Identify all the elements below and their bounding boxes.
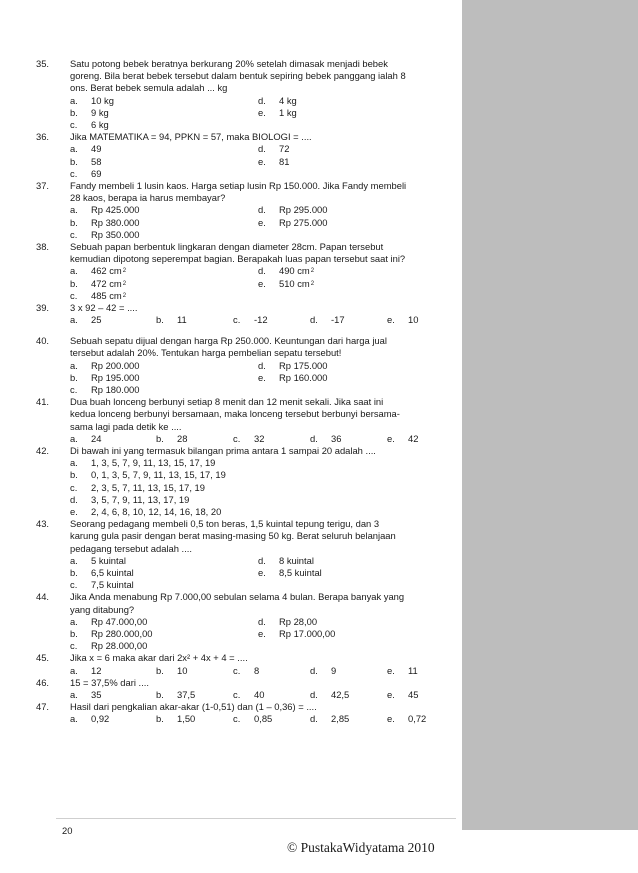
option-letter: a. [70, 688, 78, 700]
question-text: Jika MATEMATIKA = 94, PPKN = 57, maka BIOLOGI = .... [70, 131, 312, 143]
option-letter: a. [70, 143, 78, 155]
option-value: 40 [254, 688, 265, 700]
answer-option [258, 204, 446, 216]
option-value: 1,50 [177, 713, 196, 725]
question-number: 36. [36, 131, 50, 143]
option-value: 6 kg [91, 118, 109, 130]
answer-option [70, 107, 258, 119]
answer-option [70, 204, 258, 216]
answer-option [258, 217, 446, 229]
option-letter: c. [233, 713, 241, 725]
answer-options [70, 616, 456, 653]
answer-option [70, 119, 258, 131]
option-letter: c. [70, 384, 78, 396]
option-letter: e. [387, 713, 395, 725]
option-letter: b. [70, 469, 78, 481]
answer-option [387, 665, 418, 677]
question-item [36, 241, 456, 302]
question-item [36, 701, 456, 725]
answer-option [70, 506, 221, 518]
question-text: Hasil dari pengkalian akar-akar (1-0,51) dan (1 – 0,36) = .... [70, 701, 317, 713]
option-letter: e. [258, 371, 266, 383]
answer-option [70, 628, 258, 640]
option-value: 36 [331, 432, 342, 444]
question-list [36, 58, 456, 725]
option-value: 72 [279, 143, 290, 155]
superscript: 2 [310, 280, 315, 287]
option-value: 42,5 [331, 688, 350, 700]
question-item [36, 591, 456, 652]
option-letter: d. [258, 143, 266, 155]
option-value: Rp 350.000 [91, 228, 140, 240]
option-letter: e. [258, 566, 266, 578]
answer-option [258, 360, 446, 372]
option-value: 10 kg [91, 94, 114, 106]
option-value: 9 [331, 664, 337, 676]
answer-option [70, 384, 258, 396]
question-text: Seorang pedagang membeli 0,5 ton beras, 1,5 kuintal tepung terigu, dan 3 karung gula pasir dengan berat masing-masing 50 kg. Berat seluruh belanjaan pedagang tersebut adalah .... [70, 518, 396, 554]
answer-options [70, 143, 456, 180]
option-value: 8 kuintal [279, 554, 314, 566]
answer-option [310, 665, 387, 677]
option-value: Rp 17.000,00 [279, 627, 336, 639]
option-letter: b. [156, 664, 164, 676]
option-value: 10 [177, 664, 188, 676]
option-letter: c. [70, 289, 78, 301]
answer-options [70, 555, 456, 592]
answer-option [70, 579, 258, 591]
option-value: Rp 160.000 [279, 371, 328, 383]
question-number: 42. [36, 445, 50, 457]
option-value: 490 cm [279, 265, 310, 277]
option-value: 6,5 kuintal [91, 566, 134, 578]
option-letter: c. [70, 640, 78, 652]
option-letter: d. [310, 664, 318, 676]
option-letter: c. [70, 579, 78, 591]
answer-option [70, 156, 258, 168]
option-value: 45 [408, 688, 419, 700]
answer-option [387, 689, 418, 701]
option-letter: c. [233, 432, 241, 444]
option-letter: d. [258, 359, 266, 371]
answer-option [70, 689, 156, 701]
option-letter: c. [70, 481, 78, 493]
option-value: 35 [91, 688, 102, 700]
question-text: Jika Anda menabung Rp 7.000,00 sebulan selama 4 bulan. Berapa banyak yang yang ditabung? [70, 591, 405, 615]
question-item [36, 302, 456, 326]
answer-option [70, 372, 258, 384]
option-letter: a. [70, 713, 78, 725]
answer-option [70, 143, 258, 155]
answer-option [70, 567, 258, 579]
superscript: 2 [122, 280, 127, 287]
option-value: 24 [91, 432, 102, 444]
question-number: 35. [36, 58, 50, 69]
option-letter: d. [258, 615, 266, 627]
answer-option [70, 640, 258, 652]
option-letter: d. [258, 204, 266, 216]
option-value: 8 [254, 664, 260, 676]
option-letter: a. [70, 265, 78, 277]
option-letter: b. [70, 155, 78, 167]
answer-option [258, 372, 446, 384]
option-value: Rp 28.000,00 [91, 640, 148, 652]
option-letter: b. [70, 627, 78, 639]
superscript: 2 [122, 268, 127, 275]
question-number: 39. [36, 301, 50, 313]
answer-option [387, 433, 418, 445]
answer-options [70, 95, 456, 132]
option-value: Rp 175.000 [279, 359, 328, 371]
option-value: -12 [254, 314, 268, 326]
option-value: 42 [408, 432, 419, 444]
option-value: 58 [91, 155, 102, 167]
option-letter: b. [70, 106, 78, 118]
option-letter: d. [310, 314, 318, 326]
option-value: 1 kg [279, 106, 297, 118]
option-letter: d. [70, 493, 78, 505]
option-value: Rp 295.000 [279, 204, 328, 216]
question-item [36, 445, 456, 518]
option-letter: d. [258, 554, 266, 566]
question-text: Sebuah sepatu dijual dengan harga Rp 250.000. Keuntungan dari harga jual tersebut adalah 20%. Tentukan harga pembelian sepatu tersebut! [70, 335, 387, 359]
answer-option [156, 433, 233, 445]
option-letter: b. [70, 277, 78, 289]
question-number: 40. [36, 335, 50, 347]
question-text: Satu potong bebek beratnya berkurang 20% setelah dimasak menjadi bebek goreng. Bila berat bebek tersebut dalam bentuk sepiring bebek panggang ialah 8 ons. Berat bebek semula adalah ... kg [70, 58, 406, 94]
option-value: Rp 280.000,00 [91, 627, 153, 639]
option-value: 81 [279, 155, 290, 167]
option-letter: e. [387, 664, 395, 676]
answer-option [70, 265, 258, 277]
option-value: 69 [91, 167, 102, 179]
answer-option [70, 290, 258, 302]
question-number: 47. [36, 701, 50, 713]
option-letter: e. [70, 505, 78, 517]
option-letter: b. [70, 566, 78, 578]
option-letter: a. [70, 457, 78, 469]
option-letter: d. [258, 94, 266, 106]
option-letter: a. [70, 204, 78, 216]
superscript: 2 [310, 268, 315, 275]
option-value: 11 [408, 664, 418, 676]
option-value: 3, 5, 7, 9, 11, 13, 17, 19 [91, 493, 190, 505]
answer-option [258, 616, 446, 628]
answer-option [258, 278, 446, 290]
question-text: Dua buah lonceng berbunyi setiap 8 menit dan 12 menit sekali. Jika saat ini kedua lonceng berbunyi bersamaan, maka lonceng tersebut berbunyi bersama- sama lagi pada detik ke .... [70, 396, 400, 432]
option-value: 5 kuintal [91, 554, 126, 566]
answer-option [70, 433, 156, 445]
option-value: 0, 1, 3, 5, 7, 9, 11, 13, 15, 17, 19 [91, 469, 226, 481]
question-item [36, 131, 456, 180]
answer-options [70, 314, 456, 326]
option-letter: e. [258, 627, 266, 639]
answer-option [70, 168, 258, 180]
option-letter: e. [387, 432, 395, 444]
option-letter: d. [310, 688, 318, 700]
option-letter: e. [387, 314, 395, 326]
answer-option [310, 689, 387, 701]
option-value: 32 [254, 432, 265, 444]
answer-option [258, 628, 446, 640]
answer-option [70, 360, 258, 372]
option-value: -17 [331, 314, 345, 326]
answer-option [70, 457, 215, 469]
question-item [36, 180, 456, 241]
question-number: 45. [36, 652, 50, 664]
option-letter: e. [258, 106, 266, 118]
option-value: 2, 3, 5, 7, 11, 13, 15, 17, 19 [91, 481, 205, 493]
answer-options [70, 689, 456, 701]
option-letter: e. [258, 155, 266, 167]
option-value: 2,85 [331, 713, 350, 725]
option-value: 0,85 [254, 713, 273, 725]
option-letter: c. [233, 664, 241, 676]
question-text: 15 = 37,5% dari .... [70, 676, 149, 688]
answer-option [258, 143, 446, 155]
option-letter: d. [310, 713, 318, 725]
answer-options [70, 433, 456, 445]
superscript: 2 [122, 292, 127, 299]
answer-option [156, 665, 233, 677]
option-value: 37,5 [177, 688, 196, 700]
question-item [36, 677, 456, 701]
option-value: 8,5 kuintal [279, 566, 322, 578]
answer-option [156, 314, 233, 326]
question-text: Di bawah ini yang termasuk bilangan prima antara 1 sampai 20 adalah .... [70, 445, 376, 457]
answer-option [258, 95, 446, 107]
answer-option [310, 713, 387, 725]
answer-option [70, 482, 205, 494]
option-letter: e. [387, 688, 395, 700]
option-letter: c. [233, 688, 241, 700]
option-value: 28 [177, 432, 188, 444]
side-panel [462, 0, 638, 830]
answer-options [70, 360, 456, 397]
option-value: 0,72 [408, 713, 427, 725]
option-letter: a. [70, 94, 78, 106]
answer-options [70, 665, 456, 677]
option-letter: b. [70, 216, 78, 228]
option-letter: a. [70, 314, 78, 326]
answer-option [233, 433, 310, 445]
answer-option [233, 713, 310, 725]
answer-option [258, 555, 446, 567]
question-number: 37. [36, 179, 50, 191]
option-value: 510 cm [279, 277, 310, 289]
option-value: 25 [91, 314, 102, 326]
question-number: 38. [36, 240, 50, 252]
question-number: 44. [36, 591, 50, 603]
answer-option [70, 469, 226, 481]
answer-option [233, 689, 310, 701]
option-value: Rp 380.000 [91, 216, 140, 228]
answer-option [258, 156, 446, 168]
answer-option [70, 494, 189, 506]
answer-option [258, 567, 446, 579]
option-value: 472 cm [91, 277, 122, 289]
option-value: 0,92 [91, 713, 110, 725]
footer-rule [56, 818, 456, 819]
option-value: Rp 275.000 [279, 216, 328, 228]
answer-option [233, 665, 310, 677]
option-value: Rp 28,00 [279, 615, 318, 627]
answer-option [387, 713, 426, 725]
question-item [36, 518, 456, 591]
option-letter: d. [310, 432, 318, 444]
option-letter: b. [156, 432, 164, 444]
option-letter: d. [258, 265, 266, 277]
option-value: 4 kg [279, 94, 297, 106]
option-letter: a. [70, 432, 78, 444]
question-number: 41. [36, 396, 50, 408]
answer-option [156, 689, 233, 701]
answer-option [70, 665, 156, 677]
question-number: 43. [36, 518, 50, 530]
answer-option [70, 713, 156, 725]
option-value: Rp 180.000 [91, 384, 140, 396]
option-value: Rp 200.000 [91, 359, 140, 371]
option-letter: a. [70, 359, 78, 371]
option-value: 7,5 kuintal [91, 579, 134, 591]
question-text: 3 x 92 – 42 = .... [70, 301, 138, 313]
option-value: 10 [408, 314, 419, 326]
option-value: 2, 4, 6, 8, 10, 12, 14, 16, 18, 20 [91, 505, 222, 517]
answer-option [310, 314, 387, 326]
option-letter: b. [156, 688, 164, 700]
answer-options [70, 204, 456, 241]
answer-option [70, 95, 258, 107]
option-letter: c. [233, 314, 241, 326]
copyright: © PustakaWidyatama 2010 [287, 840, 435, 855]
answer-option [387, 314, 418, 326]
answer-option [310, 433, 387, 445]
option-value: 9 kg [91, 106, 109, 118]
option-letter: c. [70, 228, 78, 240]
answer-option [233, 314, 310, 326]
answer-option [156, 713, 233, 725]
question-number: 46. [36, 676, 50, 688]
option-value: 12 [91, 664, 102, 676]
answer-options [70, 265, 456, 302]
option-letter: c. [70, 167, 78, 179]
question-item [36, 58, 456, 131]
answer-options [70, 457, 456, 518]
question-item [36, 652, 456, 676]
answer-option [70, 314, 156, 326]
option-letter: a. [70, 664, 78, 676]
answer-options [70, 713, 456, 725]
option-value: Rp 195.000 [91, 371, 140, 383]
option-letter: c. [70, 118, 78, 130]
option-value: 49 [91, 143, 102, 155]
question-item [36, 396, 456, 445]
answer-option [258, 107, 446, 119]
option-value: 485 cm [91, 289, 122, 301]
answer-option [258, 265, 446, 277]
option-letter: a. [70, 554, 78, 566]
question-text: Sebuah papan berbentuk lingkaran dengan diameter 28cm. Papan tersebut kemudian dipotong seperempat bagian. Berapakah luas papan tersebut saat ini? [70, 240, 406, 265]
option-letter: e. [258, 216, 266, 228]
answer-option [70, 555, 258, 567]
answer-option [70, 229, 258, 241]
option-value: 462 cm [91, 265, 122, 277]
option-letter: b. [70, 371, 78, 383]
question-text: Jika x = 6 maka akar dari 2x² + 4x + 4 = .... [70, 652, 248, 664]
option-value: Rp 47.000,00 [91, 615, 148, 627]
option-value: Rp 425.000 [91, 204, 140, 216]
option-value: 11 [177, 314, 187, 326]
option-letter: e. [258, 277, 266, 289]
option-letter: b. [156, 314, 164, 326]
page-number: 20 [62, 825, 73, 836]
option-value: 1, 3, 5, 7, 9, 11, 13, 15, 17, 19 [91, 457, 216, 469]
answer-option [70, 278, 258, 290]
answer-option [70, 616, 258, 628]
answer-option [70, 217, 258, 229]
option-letter: b. [156, 713, 164, 725]
question-text: Fandy membeli 1 lusin kaos. Harga setiap lusin Rp 150.000. Jika Fandy membeli 28 kaos, berapa ia harus membayar? [70, 179, 407, 204]
option-letter: a. [70, 615, 78, 627]
question-item [36, 335, 456, 396]
